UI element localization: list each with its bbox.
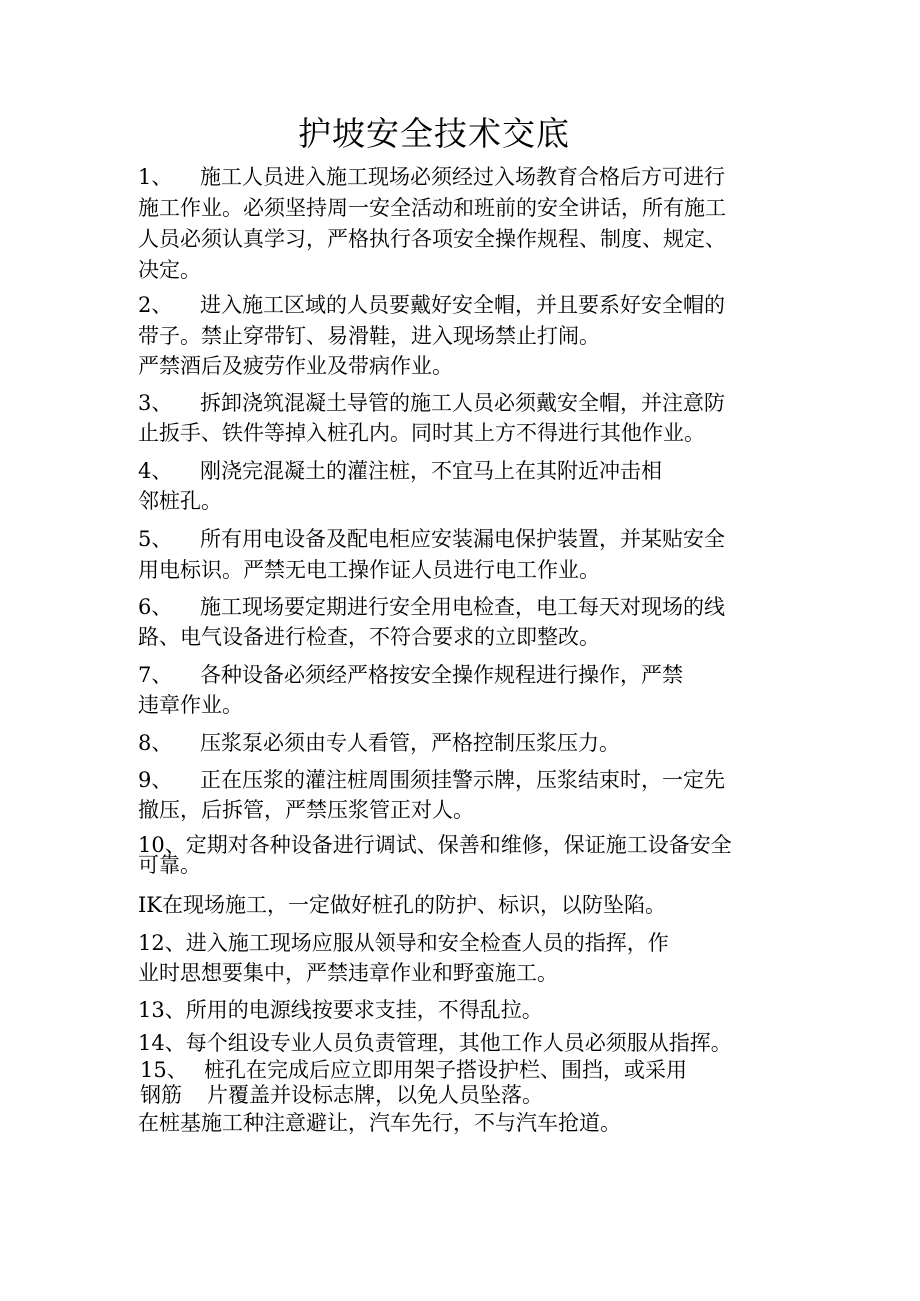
item-text: 正在压浆的灌注桩周围须挂警示牌，压浆结束时，一定先: [200, 768, 725, 792]
item-number: 9、: [138, 768, 173, 792]
item-3-line-2: 止扳手、铁件等掉入桩孔内。同时其上方不得进行其他作业。: [138, 421, 705, 445]
item-text: 施工现场要定期进行安全用电检查，电工每天对现场的线: [200, 595, 725, 619]
item-1-line-1: [138, 162, 725, 192]
item-text-prefix: 钢筋: [140, 1083, 182, 1107]
item-10-line-2: 可靠。: [138, 853, 201, 877]
item-2-line-3: 严禁酒后及疲劳作业及带病作业。: [138, 354, 453, 378]
item-text: 拆卸浇筑混凝土导管的施工人员必须戴安全帽，并注意防: [200, 391, 725, 415]
item-10-line-1: 10、定期对各种设备进行调试、保善和维修，保证施工设备安全: [138, 833, 732, 857]
item-6-line-1: [138, 592, 725, 622]
item-number: 4、: [138, 459, 173, 483]
item-1-line-3: 人员必须认真学习，严格执行各项安全操作规程、制度、规定、: [138, 227, 726, 251]
item-number: 7、: [138, 663, 173, 687]
item-14-line-1: 14、每个组设专业人员负责管理，其他工作人员必须服从指挥。: [138, 1031, 732, 1055]
item-text: 所有用电设备及配电柜应安装漏电保护装置，并某贴安全: [200, 527, 725, 551]
item-number: 6、: [138, 595, 173, 619]
item-6-line-2: 路、电气设备进行检查，不符合要求的立即整改。: [138, 625, 600, 649]
item-number: 2、: [138, 293, 173, 317]
item-text: 压浆泵必须由专人看管，严格控制压浆压力。: [200, 731, 620, 755]
item-text: 桩孔在完成后应立即用架子搭设护栏、围挡，或采用: [204, 1058, 687, 1082]
item-1-line-2: 施工作业。必须坚持周一安全活动和班前的安全讲话，所有施工: [138, 196, 726, 220]
item-15-line-3: 在桩基施工种注意避让，汽车先行，不与汽车抢道。: [138, 1111, 621, 1135]
item-15-line-2: [140, 1080, 543, 1110]
item-text: 刚浇完混凝土的灌注桩，不宜马上在其附近冲击相: [200, 459, 662, 483]
item-text: 片覆盖并设标志牌，以免人员坠落。: [207, 1083, 543, 1107]
item-number: 5、: [138, 527, 173, 551]
item-12-line-1: 12、进入施工现场应服从领导和安全检查人员的指挥，作: [138, 931, 669, 955]
item-4-line-2: 邻桩孔。: [138, 489, 222, 513]
item-3-line-1: [138, 388, 725, 418]
item-7-line-1: [138, 660, 683, 690]
item-2-line-2: 带子。禁止穿带钉、易滑鞋，进入现场禁止打闹。: [138, 324, 600, 348]
item-4-line-1: [138, 456, 662, 486]
item-11-line-1: IK在现场施工，一定做好桩孔的防护、标识，以防坠陷。: [138, 893, 666, 917]
item-number: 1、: [138, 165, 173, 189]
item-1-line-4: 决定。: [138, 258, 201, 282]
item-5-line-1: [138, 524, 725, 554]
document-title: 护坡安全技术交底: [298, 114, 570, 153]
item-text: 各种设备必须经严格按安全操作规程进行操作，严禁: [200, 663, 683, 687]
item-number: 8、: [138, 731, 173, 755]
item-2-line-1: [138, 290, 725, 320]
item-number: 3、: [138, 391, 173, 415]
item-8-line-1: [138, 728, 620, 758]
item-12-line-2: 业时思想要集中，严禁违章作业和野蛮施工。: [138, 961, 558, 985]
item-9-line-1: [138, 765, 725, 795]
item-13-line-1: 13、所用的电源线按要求支挂，不得乱拉。: [138, 998, 543, 1022]
item-text: 进入施工区域的人员要戴好安全帽，并且要系好安全帽的: [200, 293, 725, 317]
item-9-line-2: 撤压，后拆管，严禁压浆管正对人。: [138, 798, 474, 822]
item-5-line-2: 用电标识。严禁无电工操作证人员进行电工作业。: [138, 558, 600, 582]
item-7-line-2: 违章作业。: [138, 693, 243, 717]
item-number: 15、: [140, 1058, 188, 1082]
item-text: 施工人员进入施工现场必须经过入场教育合格后方可进行: [200, 165, 725, 189]
